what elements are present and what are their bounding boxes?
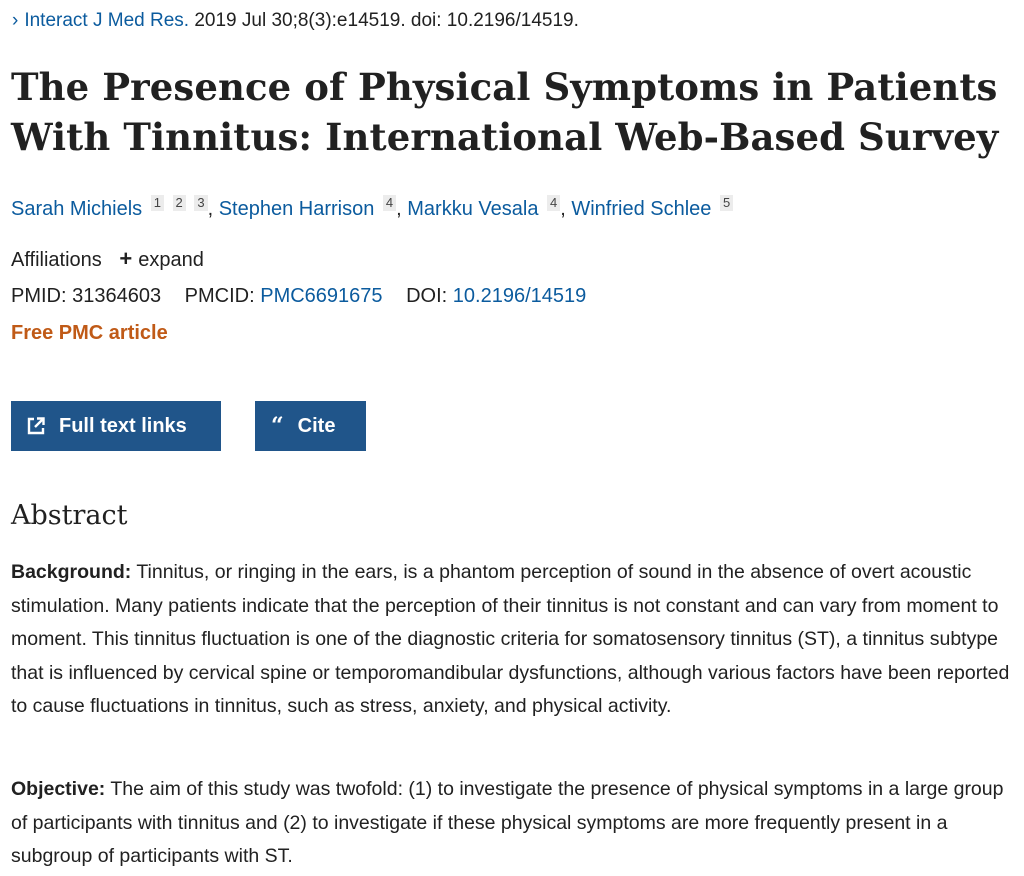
cite-button[interactable] (255, 401, 366, 451)
author-link[interactable]: Stephen Harrison (218, 198, 375, 220)
author-link[interactable]: Sarah Michiels (11, 198, 143, 220)
pmcid-link[interactable]: PMC6691675 (260, 285, 383, 307)
affiliation-ref[interactable]: 3 (194, 195, 207, 211)
pmid-label: PMID: (11, 285, 67, 307)
external-link-icon (27, 417, 45, 435)
affiliations-label: Affiliations (11, 249, 102, 271)
objective-text: The aim of this study was twofold: (1) to investigate the presence of physical symptoms in a large group of participants with tinnitus and (2) to investigate if these physical symptoms are more frequently present in a subgroup of participants with ST. (11, 778, 1004, 868)
article-title: The Presence of Physical Symptoms in Patients With Tinnitus: International Web-Based Survey (11, 65, 999, 159)
expand-affiliations-button[interactable] (119, 246, 204, 271)
journal-citation (12, 10, 579, 32)
quote-icon: “ (271, 413, 284, 439)
journal-link[interactable]: Interact J Med Res. (24, 10, 190, 31)
doi-label: DOI: (406, 285, 448, 307)
author-link[interactable]: Markku Vesala (407, 198, 539, 220)
chevron-right-icon[interactable]: › (12, 10, 19, 31)
expand-label: expand (138, 249, 204, 271)
pmid-value: 31364603 (72, 285, 162, 307)
identifiers-row (11, 285, 604, 308)
abstract-heading: Abstract (11, 500, 128, 531)
affiliation-ref[interactable]: 2 (173, 195, 186, 211)
pmcid-label: PMCID: (184, 285, 255, 307)
author-link[interactable]: Winfried Schlee (571, 198, 712, 220)
affiliation-ref[interactable]: 1 (151, 195, 164, 211)
full-text-links-label: Full text links (59, 414, 187, 437)
background-text: Tinnitus, or ringing in the ears, is a phantom perception of sound in the absence of overt acoustic stimulation. Many patients indicate that the perception of their tinnitus is not constant and can vary from moment to moment. This tinnitus fluctuation is one of the diagnostic criteria for somatosensory tinnitus (ST), a tinnitus subtype that is influenced by cervical spine or temporomandibular dysfunctions, although various factors have been reported to cause fluctuations in tinnitus, such as stress, anxiety, and physical activity. (11, 561, 1010, 718)
abstract-objective (11, 773, 1011, 874)
author-list (11, 195, 733, 221)
author-separator: , (396, 198, 408, 220)
abstract-background (11, 556, 1011, 724)
plus-icon: + (119, 246, 133, 271)
author-separator: , (207, 198, 219, 220)
full-text-links-button[interactable] (11, 401, 221, 451)
cite-label: Cite (297, 414, 336, 437)
free-pmc-badge: Free PMC article (11, 322, 168, 344)
objective-label: Objective: (11, 778, 106, 800)
affiliation-ref[interactable]: 4 (383, 195, 396, 211)
affiliations-row (11, 246, 204, 272)
author-separator: , (560, 198, 572, 220)
citation-details: 2019 Jul 30;8(3):e14519. doi: 10.2196/14519. (194, 10, 579, 31)
doi-link[interactable]: 10.2196/14519 (452, 285, 587, 307)
affiliation-ref[interactable]: 4 (547, 195, 560, 211)
background-label: Background: (11, 561, 132, 583)
affiliation-ref[interactable]: 5 (720, 195, 733, 211)
